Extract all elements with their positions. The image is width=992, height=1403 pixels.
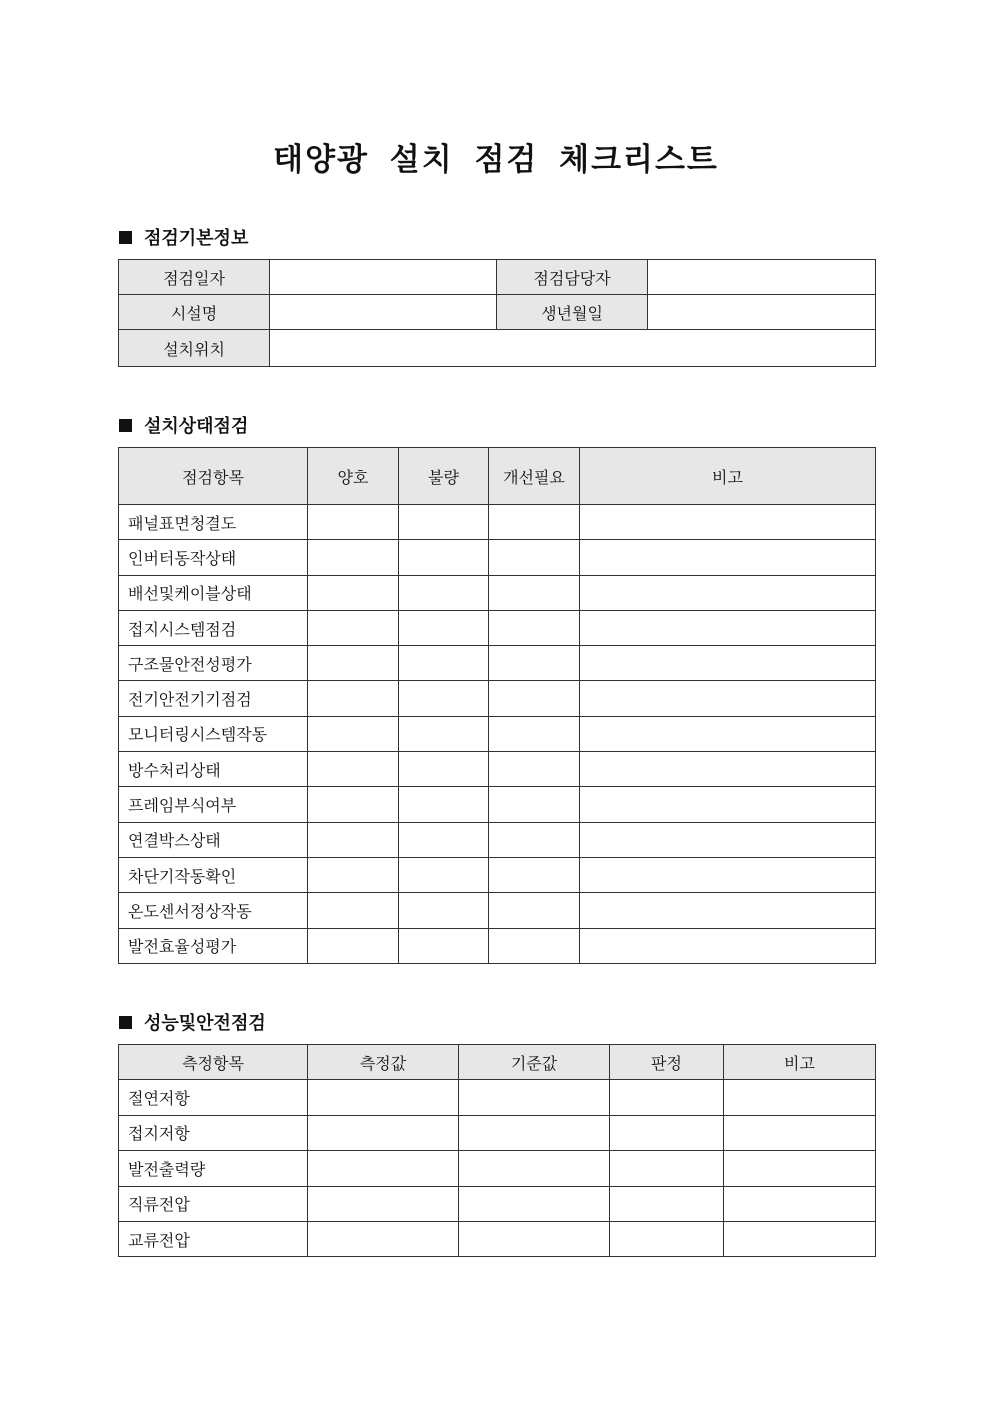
column-header: 기준값 bbox=[459, 1045, 610, 1080]
entry-cell[interactable] bbox=[308, 893, 399, 928]
row-label: 교류전압 bbox=[119, 1221, 308, 1256]
input-install-location[interactable] bbox=[270, 330, 876, 367]
table-row bbox=[119, 1115, 876, 1150]
square-bullet-icon bbox=[119, 231, 132, 244]
label-birth-date: 생년월일 bbox=[497, 295, 648, 330]
entry-cell[interactable] bbox=[610, 1221, 724, 1256]
input-birth-date[interactable] bbox=[648, 295, 876, 330]
row-label: 차단기작동확인 bbox=[119, 857, 308, 892]
entry-cell[interactable] bbox=[724, 1115, 876, 1150]
section-title: 성능및안전점검 bbox=[144, 1013, 266, 1034]
entry-cell[interactable] bbox=[459, 1080, 610, 1115]
entry-cell[interactable] bbox=[399, 716, 489, 751]
entry-cell[interactable] bbox=[489, 928, 580, 963]
label-inspector: 점검담당자 bbox=[497, 260, 648, 295]
section-title: 점검기본정보 bbox=[144, 228, 249, 249]
entry-cell[interactable] bbox=[489, 505, 580, 540]
entry-cell[interactable] bbox=[399, 893, 489, 928]
table-row bbox=[119, 610, 876, 645]
entry-cell[interactable] bbox=[489, 540, 580, 575]
table-row bbox=[119, 1186, 876, 1221]
row-label: 방수처리상태 bbox=[119, 752, 308, 787]
entry-cell[interactable] bbox=[308, 787, 399, 822]
table-row bbox=[119, 646, 876, 681]
column-header: 측정값 bbox=[308, 1045, 459, 1080]
entry-cell[interactable] bbox=[399, 822, 489, 857]
row-label: 직류전압 bbox=[119, 1186, 308, 1221]
entry-cell[interactable] bbox=[610, 1080, 724, 1115]
section-heading-performance bbox=[119, 1009, 266, 1035]
entry-cell[interactable] bbox=[399, 928, 489, 963]
entry-cell[interactable] bbox=[308, 857, 399, 892]
entry-cell[interactable] bbox=[399, 610, 489, 645]
row-label: 구조물안전성평가 bbox=[119, 646, 308, 681]
entry-cell[interactable] bbox=[308, 716, 399, 751]
row-label: 접지시스템점검 bbox=[119, 610, 308, 645]
entry-cell[interactable] bbox=[459, 1221, 610, 1256]
table-row bbox=[119, 752, 876, 787]
column-header: 비고 bbox=[580, 448, 876, 505]
entry-cell[interactable] bbox=[308, 610, 399, 645]
entry-cell[interactable] bbox=[580, 575, 876, 610]
entry-cell[interactable] bbox=[399, 540, 489, 575]
entry-cell[interactable] bbox=[580, 716, 876, 751]
entry-cell[interactable] bbox=[489, 822, 580, 857]
table-row bbox=[119, 787, 876, 822]
entry-cell[interactable] bbox=[308, 540, 399, 575]
entry-cell[interactable] bbox=[724, 1186, 876, 1221]
entry-cell[interactable] bbox=[489, 857, 580, 892]
table-row bbox=[119, 1080, 876, 1115]
entry-cell[interactable] bbox=[489, 716, 580, 751]
entry-cell[interactable] bbox=[610, 1186, 724, 1221]
entry-cell[interactable] bbox=[399, 575, 489, 610]
row-label: 패널표면청결도 bbox=[119, 505, 308, 540]
entry-cell[interactable] bbox=[459, 1115, 610, 1150]
entry-cell[interactable] bbox=[308, 1080, 459, 1115]
column-header: 측정항목 bbox=[119, 1045, 308, 1080]
table-row bbox=[119, 1221, 876, 1256]
entry-cell[interactable] bbox=[308, 646, 399, 681]
input-inspector[interactable] bbox=[648, 260, 876, 295]
row-label: 전기안전기기점검 bbox=[119, 681, 308, 716]
column-header: 양호 bbox=[308, 448, 399, 505]
entry-cell[interactable] bbox=[580, 928, 876, 963]
section-heading-install-status bbox=[119, 412, 248, 438]
entry-cell[interactable] bbox=[489, 893, 580, 928]
entry-cell[interactable] bbox=[489, 646, 580, 681]
row-label: 배선및케이블상태 bbox=[119, 575, 308, 610]
row-label: 발전출력량 bbox=[119, 1151, 308, 1186]
entry-cell[interactable] bbox=[724, 1221, 876, 1256]
square-bullet-icon bbox=[119, 419, 132, 432]
entry-cell[interactable] bbox=[580, 822, 876, 857]
entry-cell[interactable] bbox=[724, 1080, 876, 1115]
row-label: 프레임부식여부 bbox=[119, 787, 308, 822]
label-install-location: 설치위치 bbox=[119, 330, 270, 367]
entry-cell[interactable] bbox=[489, 575, 580, 610]
entry-cell[interactable] bbox=[580, 893, 876, 928]
entry-cell[interactable] bbox=[459, 1186, 610, 1221]
entry-cell[interactable] bbox=[308, 575, 399, 610]
column-header: 점검항목 bbox=[119, 448, 308, 505]
table-row bbox=[119, 822, 876, 857]
entry-cell[interactable] bbox=[489, 681, 580, 716]
page-title: 태양광 설치 점검 체크리스트 bbox=[273, 142, 719, 178]
entry-cell[interactable] bbox=[489, 787, 580, 822]
column-header: 비고 bbox=[724, 1045, 876, 1080]
install-status-table bbox=[118, 447, 876, 964]
entry-cell[interactable] bbox=[489, 610, 580, 645]
label-facility-name: 시설명 bbox=[119, 295, 270, 330]
table-row bbox=[119, 575, 876, 610]
entry-cell[interactable] bbox=[308, 505, 399, 540]
table-row bbox=[119, 893, 876, 928]
entry-cell[interactable] bbox=[459, 1151, 610, 1186]
entry-cell[interactable] bbox=[399, 681, 489, 716]
entry-cell[interactable] bbox=[489, 752, 580, 787]
table-row bbox=[119, 1151, 876, 1186]
entry-cell[interactable] bbox=[580, 752, 876, 787]
row-label: 절연저항 bbox=[119, 1080, 308, 1115]
entry-cell[interactable] bbox=[580, 857, 876, 892]
row-label: 연결박스상태 bbox=[119, 822, 308, 857]
entry-cell[interactable] bbox=[580, 681, 876, 716]
square-bullet-icon bbox=[119, 1016, 132, 1029]
entry-cell[interactable] bbox=[308, 752, 399, 787]
row-label: 온도센서정상작동 bbox=[119, 893, 308, 928]
entry-cell[interactable] bbox=[580, 646, 876, 681]
section-heading-basic-info bbox=[119, 224, 248, 250]
table-row bbox=[119, 928, 876, 963]
entry-cell[interactable] bbox=[308, 822, 399, 857]
label-inspection-date: 점검일자 bbox=[119, 260, 270, 295]
entry-cell[interactable] bbox=[399, 646, 489, 681]
table-row bbox=[119, 857, 876, 892]
table-row bbox=[119, 540, 876, 575]
entry-cell[interactable] bbox=[399, 787, 489, 822]
entry-cell[interactable] bbox=[724, 1151, 876, 1186]
row-label: 인버터동작상태 bbox=[119, 540, 308, 575]
performance-table bbox=[118, 1044, 876, 1257]
input-inspection-date[interactable] bbox=[270, 260, 497, 295]
entry-cell[interactable] bbox=[399, 752, 489, 787]
row-label: 접지저항 bbox=[119, 1115, 308, 1150]
entry-cell[interactable] bbox=[399, 505, 489, 540]
table-row bbox=[119, 505, 876, 540]
entry-cell[interactable] bbox=[399, 857, 489, 892]
column-header: 불량 bbox=[399, 448, 489, 505]
entry-cell[interactable] bbox=[580, 787, 876, 822]
input-facility-name[interactable] bbox=[270, 295, 497, 330]
row-label: 발전효율성평가 bbox=[119, 928, 308, 963]
section-title: 설치상태점검 bbox=[144, 416, 249, 437]
table-row bbox=[119, 681, 876, 716]
entry-cell[interactable] bbox=[580, 505, 876, 540]
row-label: 모니터링시스템작동 bbox=[119, 716, 308, 751]
column-header: 판정 bbox=[610, 1045, 724, 1080]
basic-info-table bbox=[118, 259, 876, 367]
entry-cell[interactable] bbox=[308, 1151, 459, 1186]
entry-cell[interactable] bbox=[580, 610, 876, 645]
entry-cell[interactable] bbox=[308, 681, 399, 716]
entry-cell[interactable] bbox=[610, 1151, 724, 1186]
entry-cell[interactable] bbox=[308, 1115, 459, 1150]
entry-cell[interactable] bbox=[308, 928, 399, 963]
entry-cell[interactable] bbox=[308, 1221, 459, 1256]
entry-cell[interactable] bbox=[610, 1115, 724, 1150]
entry-cell[interactable] bbox=[308, 1186, 459, 1221]
entry-cell[interactable] bbox=[580, 540, 876, 575]
table-row bbox=[119, 716, 876, 751]
column-header: 개선필요 bbox=[489, 448, 580, 505]
